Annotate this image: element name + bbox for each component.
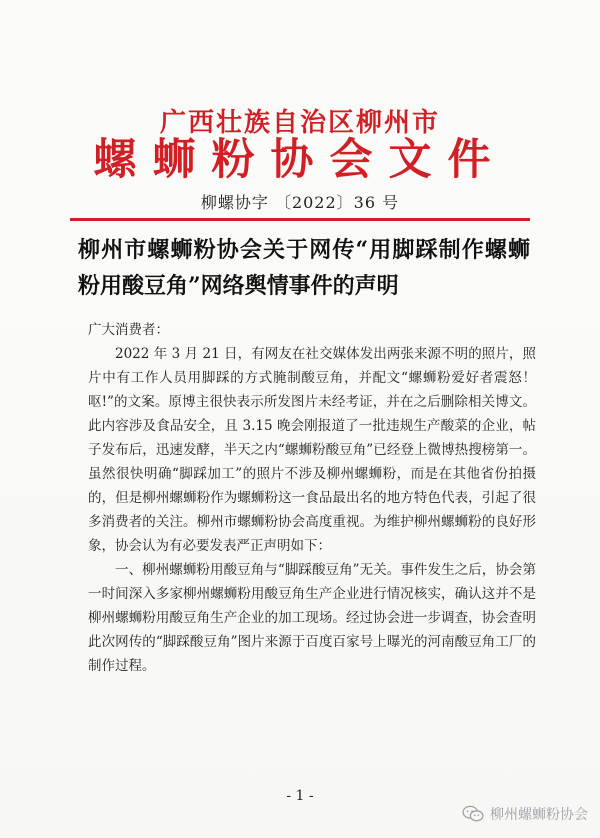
org-document-title: 螺蛳粉协会文件	[93, 135, 507, 185]
statement-body	[88, 318, 536, 678]
document-number: 柳螺协字 〔2022〕36 号	[200, 193, 400, 212]
statement-headline: 柳州市螺蛳粉协会关于网传“用脚踩制作螺蛳粉用酸豆角”网络舆情事件的声明	[78, 237, 530, 299]
watermark-text: 柳州螺蛳粉协会	[490, 807, 588, 823]
watermark	[462, 804, 588, 824]
body-paragraph: 一、柳州螺蛳粉用酸豆角与“脚踩酸豆角”无关。事件发生之后，协会第一时间深入多家柳州螺蛳粉用酸豆角生产企业进行情况核实，确认这并不是柳州螺蛳粉用酸豆角生产企业的加工现场。经过协会进一步调查，协会查明此次网传的“脚踩酸豆角”图片来源于百度百家号上曝光的河南酸豆角工厂的制作过程。	[88, 562, 536, 674]
salutation: 广大消费者：	[88, 322, 169, 338]
issuer-title: 广西壮族自治区柳州市	[159, 108, 440, 138]
red-divider	[70, 218, 530, 221]
body-paragraph: 2022 年 3 月 21 日，有网友在社交媒体发出两张来源不明的照片，照片中有工作人员用脚踩的方式腌制酸豆角，并配文“螺蛳粉爱好者震怒！呕!”的文案。原博主很快表示所发图片未经考证，并在之后删除相关博文。此内容涉及食品安全，且 3.15 晚会刚报道了一批违规生产酸菜的企业，帖子发布后，迅速发酵，半天之内“螺蛳粉酸豆角”已经登上微博热搜榜第一。虽然很快明确“脚踩加工”的照片不涉及柳州螺蛳粉，而是在其他省份拍摄的，但是柳州螺蛳粉作为螺蛳粉这一食品最出名的地方特色代表，引起了很多消费者的关注。柳州市螺蛳粉协会高度重视。为维护柳州螺蛳粉的良好形象，协会认为有必要发表严正声明如下：	[88, 346, 536, 554]
wechat-icon	[462, 805, 484, 823]
page-number: - 1 -	[286, 788, 314, 804]
